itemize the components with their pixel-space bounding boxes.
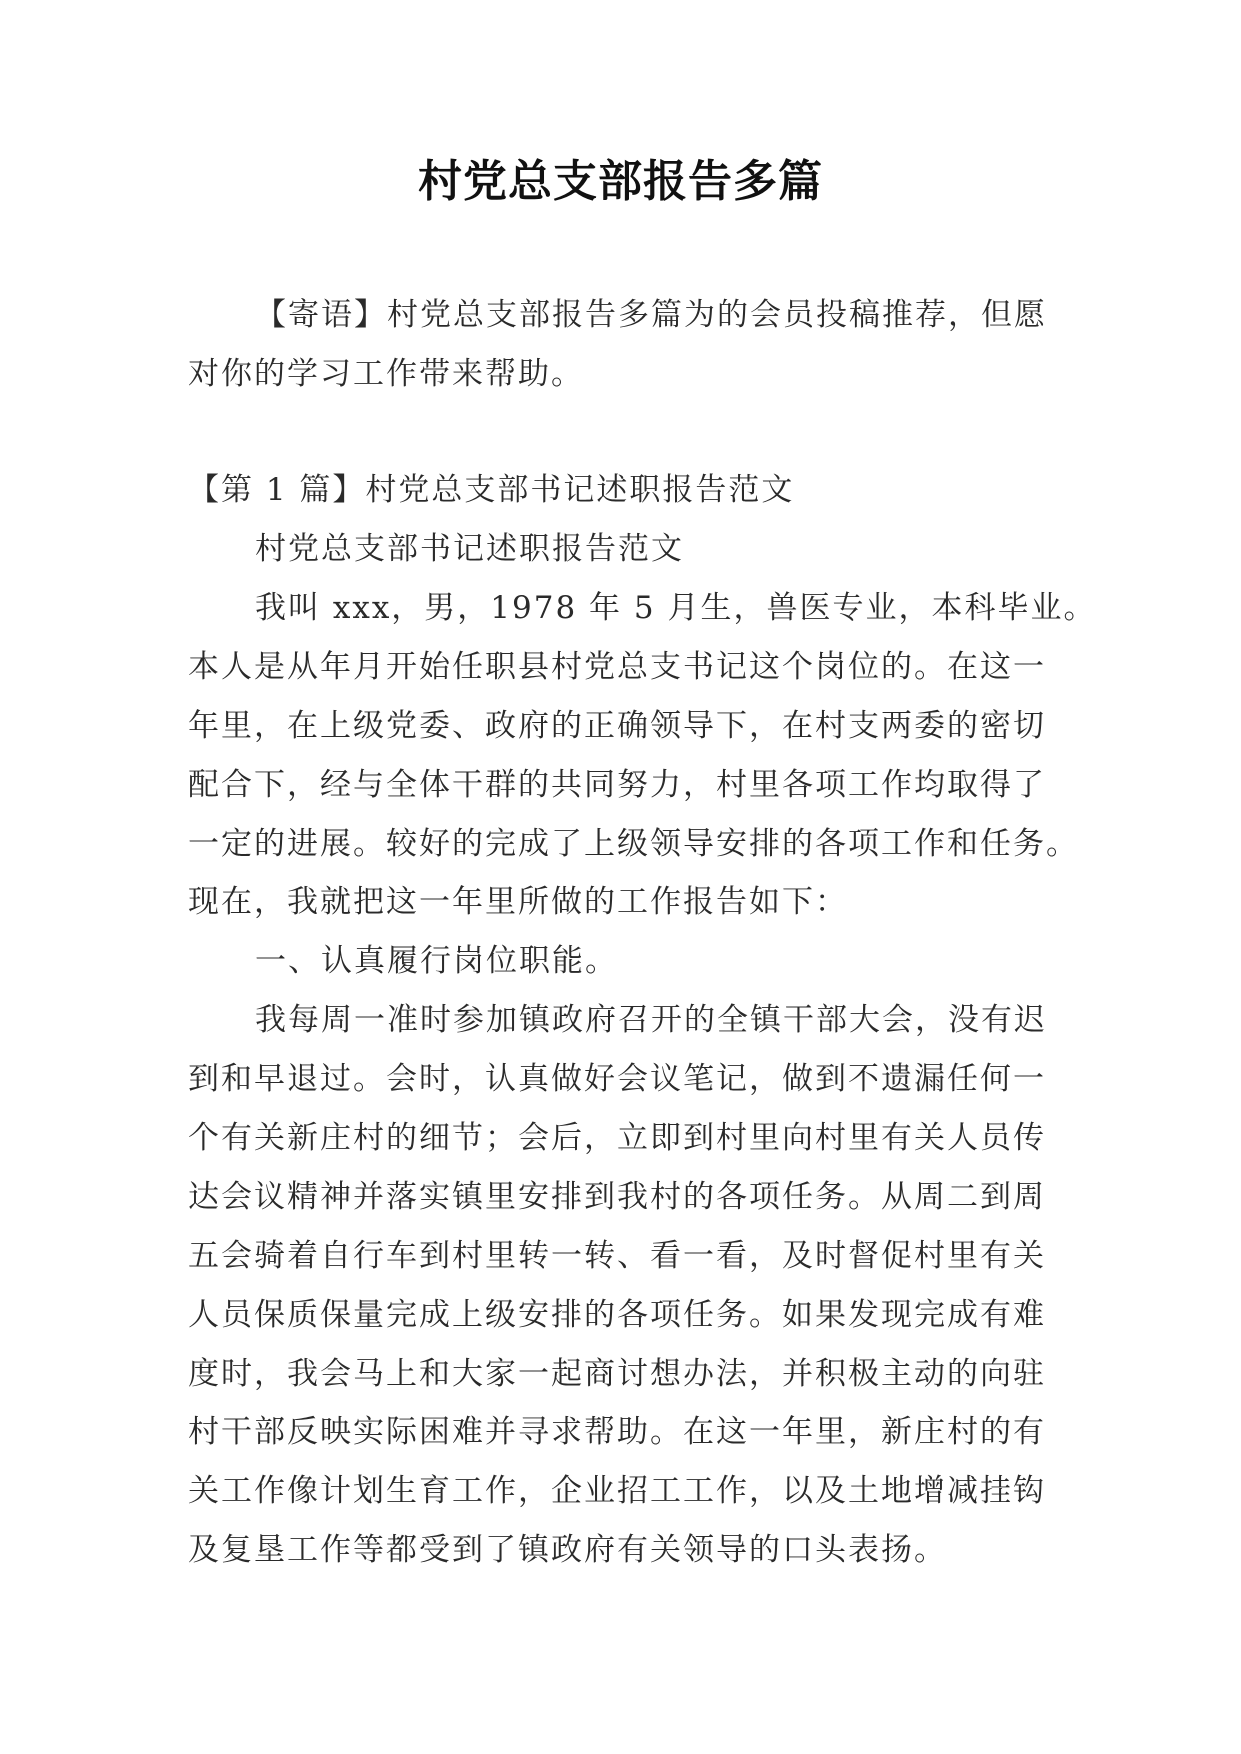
paragraph-line: 我每周一准时参加镇政府召开的全镇干部大会，没有迟	[255, 1002, 1047, 1038]
paragraph-line: 现在，我就把这一年里所做的工作报告如下：	[188, 884, 848, 920]
paragraph-line: 本人是从年月开始任职县村党总支书记这个岗位的。在这一	[188, 649, 1046, 685]
paragraph-line: 到和早退过。会时，认真做好会议笔记，做到不遗漏任何一	[188, 1061, 1046, 1097]
paragraph-line: 关工作像计划生育工作，企业招工工作，以及土地增减挂钩	[188, 1473, 1046, 1509]
section-heading: 【第 1 篇】村党总支部书记述职报告范文	[188, 472, 795, 508]
paragraph-line: 配合下，经与全体干群的共同努力，村里各项工作均取得了	[188, 767, 1046, 803]
subtitle-line: 村党总支部书记述职报告范文	[255, 531, 684, 567]
paragraph-line: 五会骑着自行车到村里转一转、看一看，及时督促村里有关	[188, 1238, 1046, 1274]
paragraph-line: 年里，在上级党委、政府的正确领导下，在村支两委的密切	[188, 708, 1046, 744]
paragraph-line: 个有关新庄村的细节；会后，立即到村里向村里有关人员传	[188, 1120, 1046, 1156]
paragraph-line: 达会议精神并落实镇里安排到我村的各项任务。从周二到周	[188, 1179, 1046, 1215]
paragraph-line: 村干部反映实际困难并寻求帮助。在这一年里，新庄村的有	[188, 1414, 1046, 1450]
foreword-line-1: 【寄语】村党总支部报告多篇为的会员投稿推荐，但愿	[255, 297, 1047, 333]
paragraph-line: 一定的进展。较好的完成了上级领导安排的各项工作和任务。	[188, 826, 1079, 862]
paragraph-line: 度时，我会马上和大家一起商讨想办法，并积极主动的向驻	[188, 1356, 1046, 1392]
document-title: 村党总支部报告多篇	[418, 156, 823, 207]
subheading-line: 一、认真履行岗位职能。	[255, 943, 618, 979]
foreword-line-2: 对你的学习工作带来帮助。	[188, 356, 584, 392]
paragraph-line: 我叫 xxx，男，1978 年 5 月生，兽医专业，本科毕业。	[255, 590, 1097, 626]
paragraph-line: 及复垦工作等都受到了镇政府有关领导的口头表扬。	[188, 1532, 947, 1568]
paragraph-line: 人员保质保量完成上级安排的各项任务。如果发现完成有难	[188, 1297, 1046, 1333]
